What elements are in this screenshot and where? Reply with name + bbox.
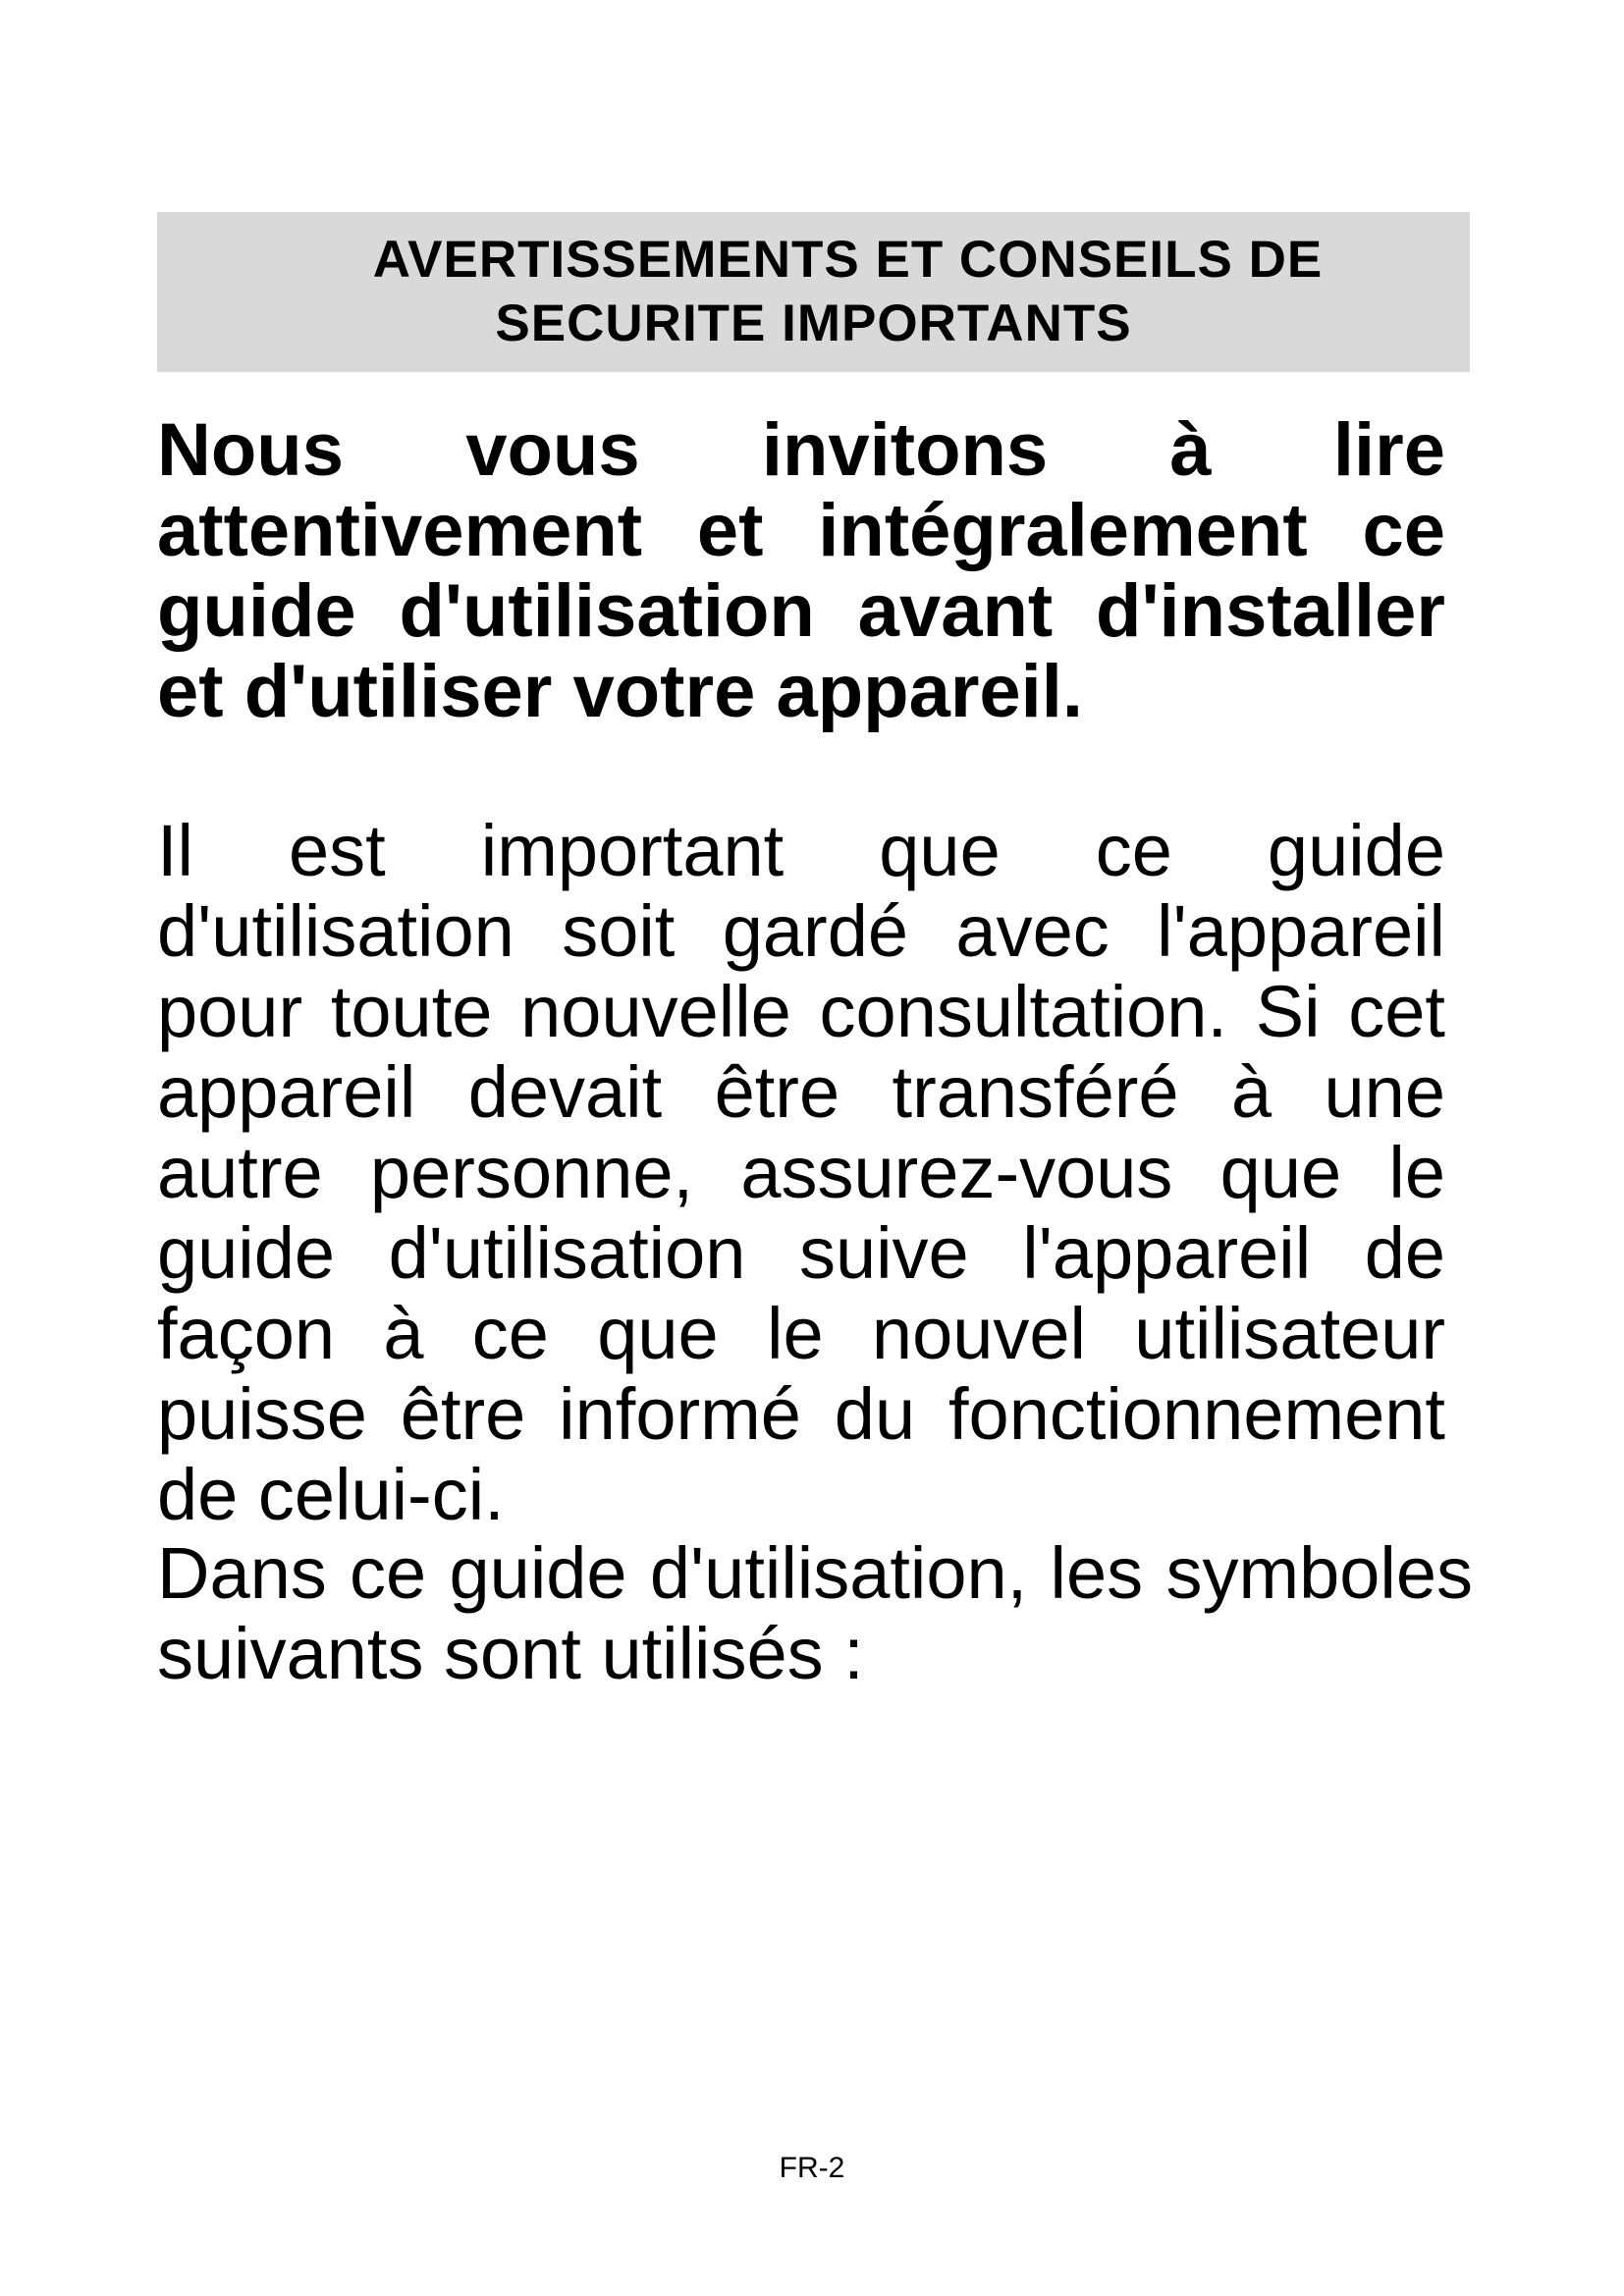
page-number: FR-2 xyxy=(779,2152,845,2184)
section-title-line-1: AVERTISSEMENTS ET CONSEILS DE xyxy=(372,231,1324,289)
body-paragraph-2: Dans ce guide d'utilisation, les symboles suivants sont utilisés : xyxy=(157,1532,1473,1694)
intro-paragraph: Nous vous invitons à lire attentivement et intégralement ce guide d'utilisation avant d'installer et d'utiliser votre appareil. xyxy=(157,408,1445,733)
section-title-line-2: SECURITE IMPORTANTS xyxy=(495,294,1132,352)
body-paragraph-1: Il est important que ce guide d'utilisation soit gardé avec l'appareil pour toute nouvelle consultation. Si cet appareil devait être transféré à une autre personne, assurez-vous que le guide d'utilisation suive l'appareil de façon à ce que le nouvel utilisateur puisse être informé du fonctionnement de celui-ci. xyxy=(157,810,1445,1535)
section-header xyxy=(157,212,1470,372)
